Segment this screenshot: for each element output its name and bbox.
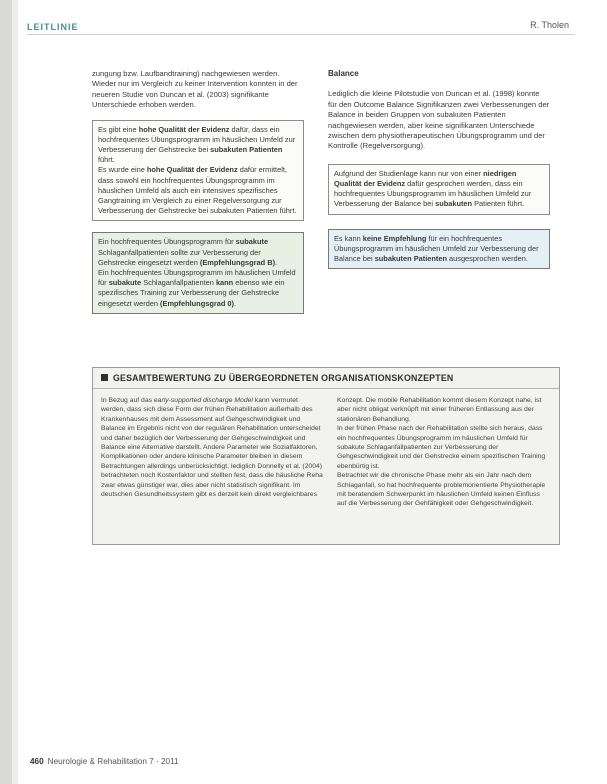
square-bullet-icon	[101, 374, 108, 381]
header-rule	[27, 34, 575, 35]
summary-text: In der frühen Phase nach der Rehabilitation stellte sich heraus, dass ein hochfrequentes Übungsprogramm im häuslichen Umfeld für subakute Schlaganfallpatienten zur Verbesserung der Gehgeschwindigkeit und der Gehstrecke einem spezifischen Training ebenbürtig ist.	[337, 425, 546, 470]
section-label: LEITLINIE	[27, 22, 79, 32]
summary-text: Betrachtet wir die chronische Phase mehr als ein Jahr nach dem Schlaganfall, so hat hochfrequente problemorientierte Physiotherapie mit beratendem Schwerpunkt im häuslichen Umfeld keinen Einfluss auf die Verbesserung der Gehfähigkeit oder Gehgeschwindigkeit.	[337, 472, 546, 508]
summary-box	[92, 367, 560, 545]
page-binding-shadow	[12, 0, 18, 784]
evidence-box-gait	[92, 120, 304, 222]
summary-title: GESAMTBEWERTUNG ZU ÜBERGEORDNETEN ORGANISATIONSKONZEPTEN	[101, 373, 453, 383]
recommendation-text: Es kann keine Empfehlung für ein hochfrequentes Übungsprogramm im häuslichen Umfeld zur Verbesserung der Balance bei subakuten Patienten ausgesprochen werden.	[334, 233, 539, 264]
summary-divider	[93, 388, 559, 389]
evidence-box-balance	[328, 164, 550, 215]
section-heading-balance: Balance	[328, 69, 359, 78]
left-paragraph: zungung bzw. Laufbandtraining) nachgewiesen werden. Wieder nur im Vergleich zu keiner Intervention konnten in der neueren Studie von Duncan et al. (2003) signifikante Unterschiede erhoben werden.	[92, 69, 298, 110]
journal-name: Neurologie & Rehabilitation 7 · 2011	[47, 757, 179, 766]
author-name: R. Tholen	[530, 20, 569, 30]
summary-text: Konzept. Die mobile Rehabilitation kommt diesem Konzept nahe, ist aber nicht obligat verknüpft mit einer früheren Entlassung aus der stationären Behandlung.	[337, 397, 542, 423]
left-column	[92, 69, 304, 314]
recommendation-text: Ein hochfrequentes Übungsprogramm für subakute Schlaganfallpatienten sollte zur Verbesserung der Gehstrecke eingesetzt werden (Empfehlungsgrad B).	[98, 237, 278, 267]
page-binding-edge	[0, 0, 12, 784]
summary-text: In Bezug auf das early-supported discharge Model kann vermutet werden, dass sich diese Form der frühen Rehabilitation außerhalb des Krankenhauses mit dem Assessment auf Gehgeschwindigkeit und Balance im Ergebnis nicht von der regulären Rehabilitation unterscheidet und daher bezüglich der Verbesserung der Gehgeschwindigkeit und Balance eine Alternative darstellt. Andere Parameter wie Sozialfaktoren, Komplikationen oder andere klinische Parameter bleiben in diesem Betrachtungen allerdings unberücksichtigt, lediglich Donnelly et al. (2004) betrachteten noch Kostenfaktor und stellten fest, dass die häusliche Reha zwar etwas günstiger war, dies aber nicht statistisch signifikant. Im deutschen Gesundheitssystem gibt es derzeit kein direkt vergleichbares	[101, 397, 323, 499]
summary-left-column	[101, 396, 323, 499]
recommendation-box-gait	[92, 232, 304, 313]
summary-right-column	[337, 396, 549, 509]
evidence-text: Aufgrund der Studienlage kann nur von einer niedrigen Qualität der Evidenz dafür gesprochen werden, dass ein hochfrequentes Übungsprogramm im häuslichen Umfeld zur Verbesserung der Balance bei subakuten Patienten führt.	[334, 168, 532, 209]
right-column	[328, 69, 550, 269]
right-paragraph: Lediglich die kleine Pilotstudie von Duncan et al. (1998) konnte für den Outcome Balance Signifikanzen zwei Verbesserungen der Balance in beiden Gruppen von subakuten Patienten nachgewiesen werden, aber keine signifikanten Unterschiede zwischen dem physiotherapeutischen Übungsprogramm und der Kontrolle (Regelversorgung).	[328, 89, 550, 151]
evidence-text: Es gibt eine hohe Qualität der Evidenz dafür, dass ein hochfrequentes Übungsprogramm im häuslichen Umfeld zur Verbesserung der Gehstrecke bei subakuten Patienten führt.	[98, 124, 296, 165]
page-footer	[30, 757, 179, 766]
page-number: 460	[30, 757, 44, 766]
recommendation-text: Ein hochfrequentes Übungsprogramm im häuslichen Umfeld für subakute Schlaganfallpatienten kann ebenso wie ein spezifisches Training zur Verbesserung der Gehstrecke eingesetzt werden (Empfehlungsgrad 0).	[98, 268, 296, 308]
recommendation-box-balance	[328, 229, 550, 270]
evidence-text: Es wurde eine hohe Qualität der Evidenz dafür ermittelt, dass sowohl ein hochfrequentes Übungsprogramm im häuslichen Umfeld als auch ein intensives spezifisches Gangtraining im Vergleich zu einer Regelversorgung zur Verbesserung der Gehstrecke bei subakuten Patienten führt.	[98, 165, 297, 216]
